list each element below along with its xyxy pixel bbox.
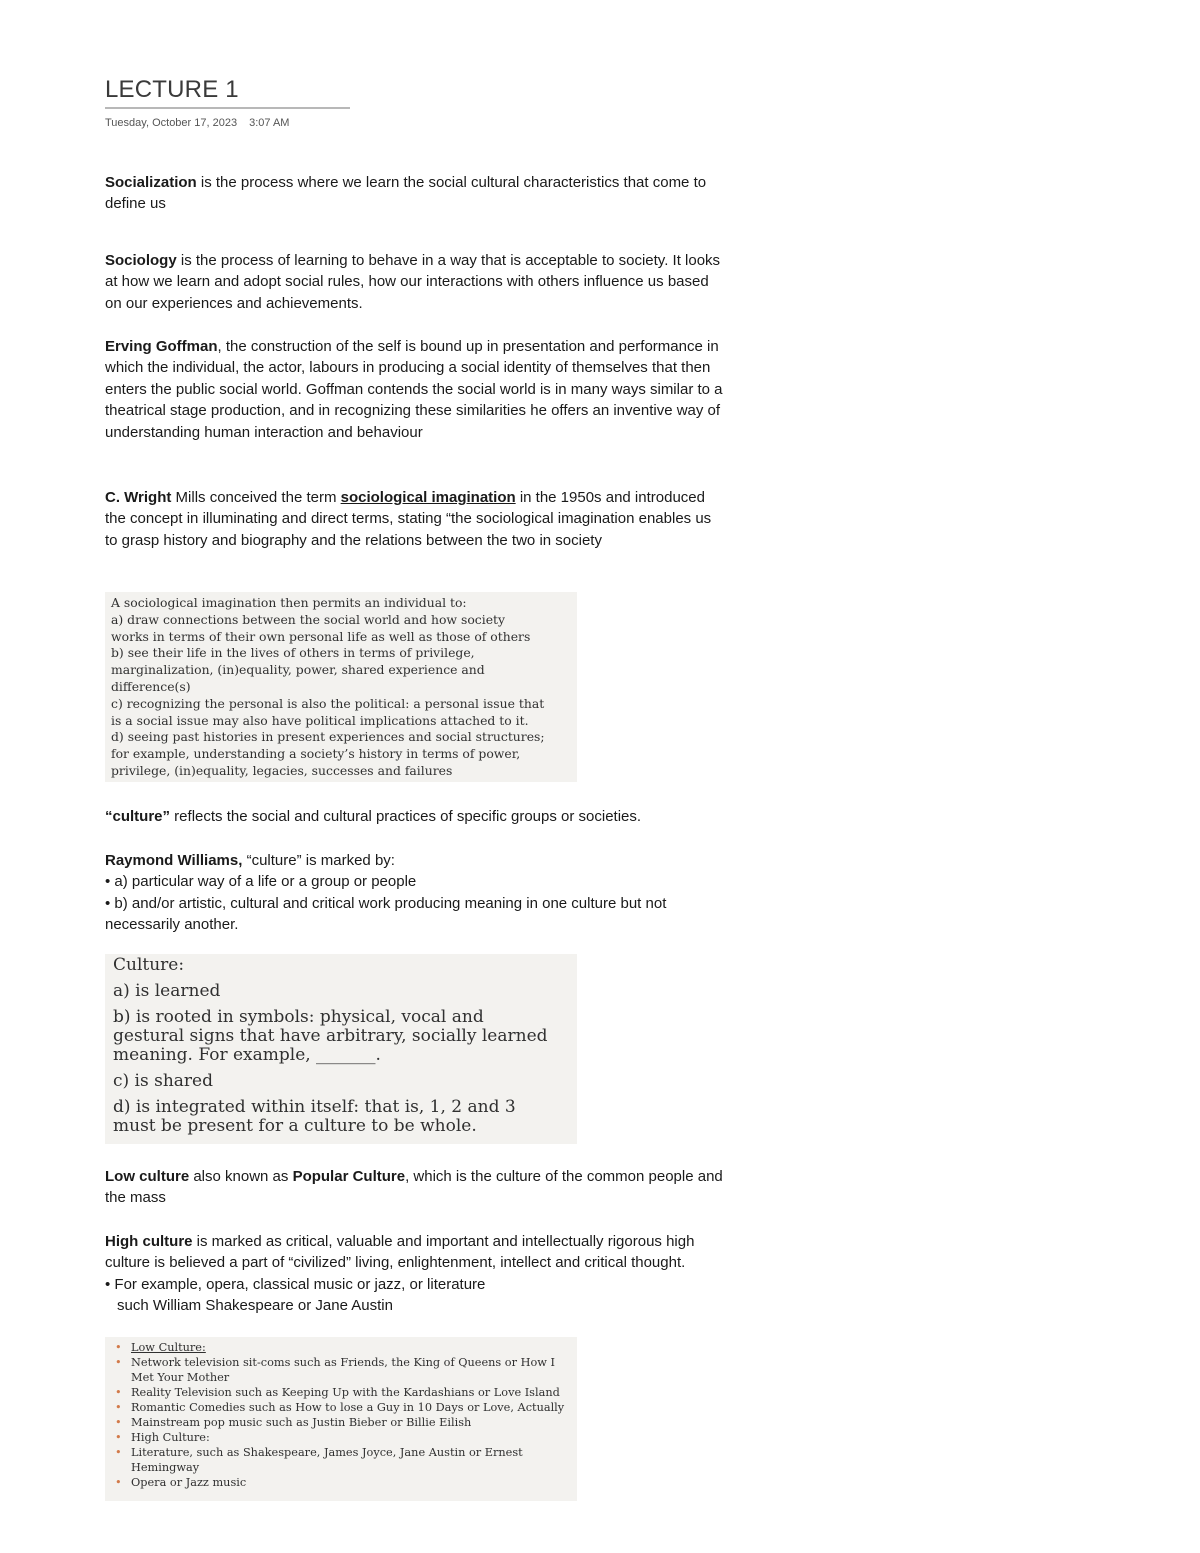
clip-list-item: • Reality Television such as Keeping Up with the Kardashians or Love Island [111, 1385, 571, 1400]
clip-list-item: • Network television sit-coms such as Friends, the King of Queens or How I [111, 1355, 571, 1370]
low-culture-paragraph [105, 1166, 725, 1209]
clip-line: a) draw connections between the social world and how society [111, 611, 506, 627]
mills-paragraph [105, 487, 725, 551]
term-raymond-williams: Raymond Williams, [105, 852, 243, 869]
socialization-paragraph [105, 172, 725, 215]
term-culture: “culture” [105, 808, 171, 825]
clip-list-item: • Literature, such as Shakespeare, James Joyce, Jane Austin or Ernest [111, 1445, 571, 1460]
williams-bullet-b: • b) and/or artistic, cultural and critical work producing meaning in one culture but not necessarily another. [105, 894, 667, 934]
clip-list-item-cont: Met Your Mother [131, 1371, 230, 1384]
clip-list-item: • Opera or Jazz music [111, 1475, 571, 1490]
term-goffman: Erving Goffman [105, 338, 218, 355]
sociology-paragraph [105, 250, 725, 314]
clip-line: for example, understanding a society’s history in terms of power, [111, 746, 521, 762]
culture-examples-clipping-image [105, 1337, 577, 1501]
title-divider [105, 107, 350, 109]
clip-list-item: • High Culture: [111, 1430, 571, 1445]
term-high-culture: High culture [105, 1233, 193, 1250]
clip-line: is a social issue may also have political implications attached to it. [111, 712, 529, 728]
goffman-text: , the construction of the self is bound up in presentation and performance in which the individual, the actor, labours in producing a social identity of themselves that then enters the public social world. Goffman contends the social world is in many ways similar to a theatrical stage production, and in recognizing these similarities he offers an inventive way of understanding human interaction and behaviour [105, 338, 723, 441]
high-culture-paragraph [105, 1231, 725, 1317]
clip-line: d) seeing past histories in present experiences and social structures; [111, 729, 545, 745]
term-socialization: Socialization [105, 174, 197, 191]
term-popular-culture: Popular Culture [292, 1168, 406, 1185]
clip-line: c) recognizing the personal is also the political: a personal issue that [111, 695, 545, 711]
clip-line: works in terms of their own personal life as well as those of others [111, 628, 531, 644]
clip-list-item [111, 1340, 571, 1355]
low-culture-heading: Low Culture: [131, 1341, 206, 1354]
clip-line: privilege, (in)equality, legacies, successes and failures [111, 762, 453, 778]
note-time: 3:07 AM [249, 117, 290, 129]
clip-item-d [113, 1098, 569, 1136]
clip-line: difference(s) [111, 678, 191, 694]
clip-list-item-cont: Hemingway [131, 1461, 200, 1474]
clip-item-a: a) is learned [113, 981, 221, 1001]
clip-item-c: c) is shared [113, 1071, 213, 1091]
clip-line: meaning. For example, _______. [113, 1045, 381, 1065]
page-title: LECTURE 1 [105, 76, 239, 103]
clip-line: d) is integrated within itself: that is, 1, 2 and 3 [113, 1097, 516, 1117]
note-date: Tuesday, October 17, 2023 [105, 117, 238, 129]
clip-line: b) is rooted in symbols: physical, vocal and [113, 1007, 484, 1027]
culture-clipping-image [105, 954, 577, 1144]
clip-list-item: • Romantic Comedies such as How to lose a Guy in 10 Days or Love, Actually [111, 1400, 571, 1415]
socialization-text: is the process where we learn the social cultural characteristics that come to define us [105, 174, 707, 213]
clip-item-b [113, 1008, 569, 1065]
clip-line: marginalization, (in)equality, power, shared experience and [111, 662, 485, 678]
williams-bullet-a: • a) particular way of a life or a group or people [105, 873, 417, 891]
low-culture-text: , which is the culture of the common people and the mass [105, 1168, 723, 1207]
clip-line: A sociological imagination then permits an individual to: [111, 595, 467, 610]
sociology-text: is the process of learning to behave in a way that is acceptable to society. It looks at how we learn and adopt social rules, how our interactions with others influence us based on our experiences and achievements. [105, 252, 721, 312]
term-c-wright: C. Wright [105, 489, 172, 506]
clip-line: b) see their life in the lives of others in terms of privilege, [111, 645, 475, 661]
high-culture-text: is marked as critical, valuable and important and intellectually rigorous high culture is believed a part of “civilized” living, enlightenment, intellect and critical thought. [105, 1233, 695, 1272]
note-dateline [105, 117, 301, 129]
clip-line: gestural signs that have arbitrary, socially learned [113, 1026, 548, 1046]
term-sociological-imagination: sociological imagination [340, 489, 516, 506]
clip-heading: Culture: [113, 955, 185, 975]
term-low-culture: Low culture [105, 1168, 190, 1185]
low-culture-mid: also known as [189, 1168, 293, 1185]
term-sociology: Sociology [105, 252, 177, 269]
high-culture-bullet-cont: such William Shakespeare or Jane Austin [117, 1297, 393, 1315]
imagination-clipping-image [105, 592, 577, 782]
high-culture-bullet: • For example, opera, classical music or jazz, or literature [105, 1275, 486, 1293]
williams-text: “culture” is marked by: [242, 852, 395, 869]
culture-text: reflects the social and cultural practices of specific groups or societies. [170, 808, 642, 825]
culture-paragraph [105, 806, 725, 827]
clip-line: must be present for a culture to be whole. [113, 1116, 477, 1136]
goffman-paragraph [105, 336, 725, 443]
clip-list-item: • Mainstream pop music such as Justin Bieber or Billie Eilish [111, 1415, 571, 1430]
williams-paragraph [105, 850, 725, 936]
mills-text: in the 1950s and introduced the concept in illuminating and direct terms, stating “the sociological imagination enables us to grasp history and biography and the relations between the two in society [105, 489, 712, 549]
mills-pre-text: Mills conceived the term [171, 489, 341, 506]
